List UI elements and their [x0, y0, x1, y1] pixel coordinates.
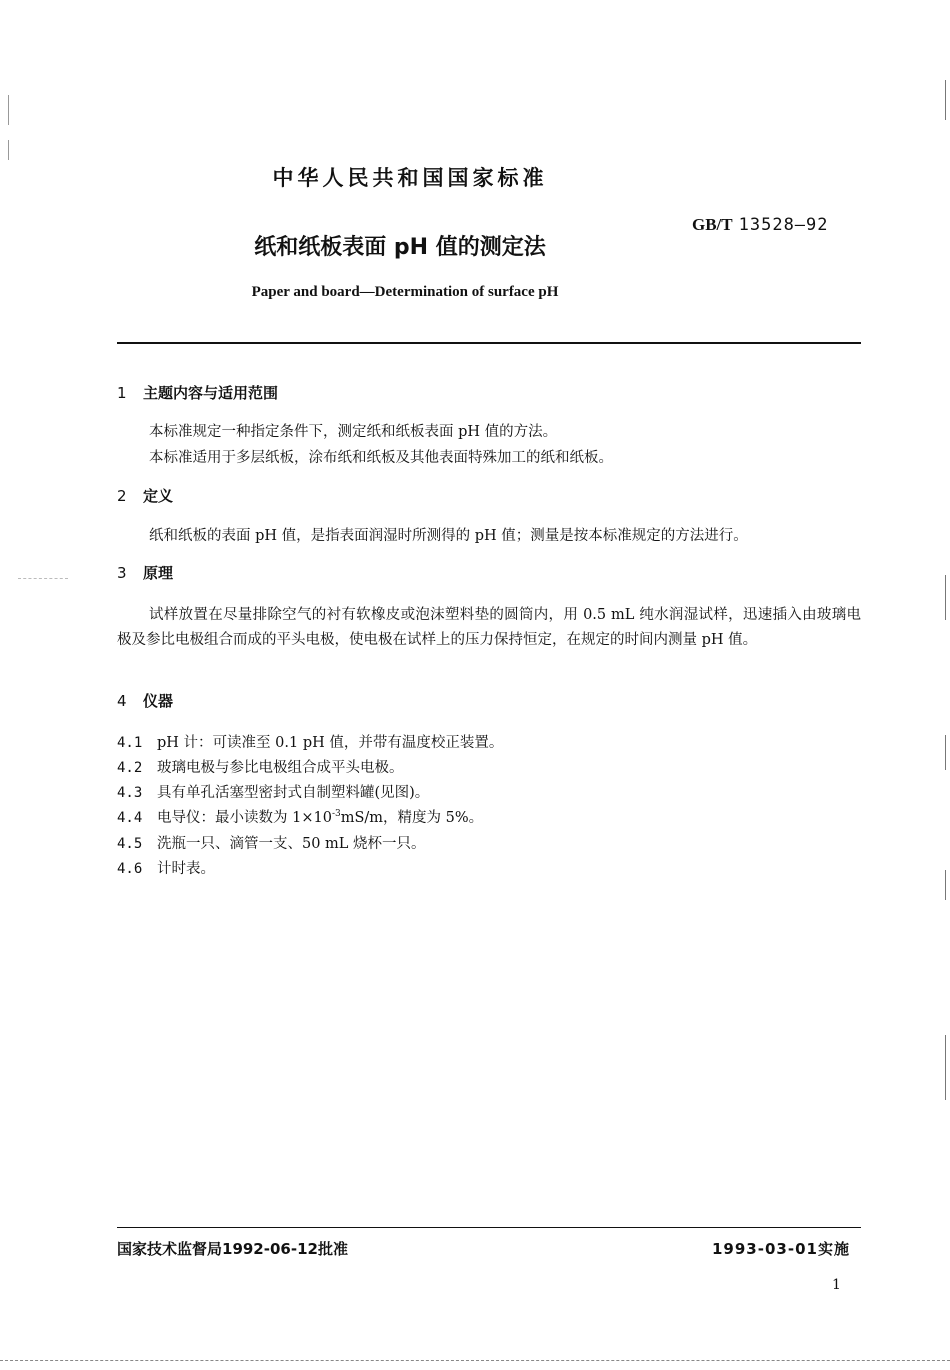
- item-number: 4.1: [117, 735, 143, 751]
- item-text: 洗瓶一只、滴管一支、50 mL 烧杯一只。: [157, 836, 426, 852]
- item-text: 具有单孔活塞型密封式自制塑料罐(见图)。: [157, 785, 430, 801]
- scan-mark: [18, 578, 68, 579]
- section-heading: [117, 382, 278, 403]
- item-number: 4.3: [117, 785, 143, 801]
- item-text: pH 计：可读准至 0.1 pH 值，并带有温度校正装置。: [157, 735, 504, 751]
- item-text-after: mS/m，精度为 5%。: [340, 810, 484, 826]
- scan-mark: [945, 1035, 946, 1100]
- header-divider: [117, 342, 861, 344]
- section-number: 2: [117, 487, 127, 505]
- section-number: 4: [117, 692, 127, 710]
- paragraph: 本标准规定一种指定条件下，测定纸和纸板表面 pH 值的方法。: [149, 424, 558, 440]
- national-standard-heading: 中华人民共和国国家标准: [272, 166, 548, 190]
- approval-note: 国家技术监督局1992-06-12批准: [117, 1240, 348, 1258]
- title-english: Paper and board—Determination of surface pH: [251, 284, 559, 300]
- effective-date: 1993-03-01实施: [712, 1240, 850, 1258]
- page-number: 1: [832, 1277, 841, 1293]
- list-item: [117, 756, 404, 777]
- section-heading: [117, 690, 173, 711]
- scan-mark: [945, 80, 946, 120]
- list-item: [117, 806, 483, 827]
- section-heading: [117, 562, 173, 583]
- item-text: 计时表。: [157, 861, 215, 877]
- paragraph: 本标准适用于多层纸板，涂布纸和纸板及其他表面特殊加工的纸和纸板。: [149, 450, 613, 466]
- item-number: 4.5: [117, 836, 143, 852]
- footer-divider: [117, 1227, 861, 1228]
- paragraph: 试样放置在尽量排除空气的衬有软橡皮或泡沫塑料垫的圆筒内，用 0.5 mL 纯水润湿试样，迅速插入由玻璃电极及参比电极组合而成的平头电极，使电极在试样上的压力保持恒定，在规定的时间内测量 pH 值。: [117, 607, 861, 648]
- standard-prefix: GB/T: [692, 215, 733, 234]
- title-chinese: 纸和纸板表面 pH 值的测定法: [254, 235, 546, 260]
- scan-mark: [8, 95, 9, 125]
- section-number: 3: [117, 564, 127, 582]
- paragraph: 纸和纸板的表面 pH 值，是指表面润湿时所测得的 pH 值；测量是按本标准规定的方法进行。: [149, 528, 748, 544]
- item-number: 4.4: [117, 810, 143, 826]
- list-item: [117, 832, 426, 853]
- item-superscript: -3: [331, 809, 341, 820]
- section-number: 1: [117, 384, 127, 402]
- section-title: 原理: [143, 564, 174, 582]
- item-number: 4.2: [117, 760, 143, 776]
- section-title: 定义: [143, 487, 174, 505]
- item-text: 玻璃电极与参比电极组合成平头电极。: [157, 760, 404, 776]
- list-item: [117, 731, 503, 752]
- scan-mark: [0, 1360, 950, 1361]
- list-item: [117, 857, 215, 878]
- list-item: [117, 781, 429, 802]
- item-text-before: 电导仪：最小读数为 1×10: [157, 810, 332, 826]
- item-number: 4.6: [117, 861, 143, 877]
- section-heading: [117, 485, 173, 506]
- scan-mark: [8, 140, 9, 160]
- section-title: 仪器: [143, 692, 174, 710]
- scan-mark: [945, 575, 946, 620]
- scan-mark: [945, 870, 946, 900]
- standard-code: 13528—92: [738, 215, 829, 235]
- scan-mark: [945, 735, 946, 770]
- section-title: 主题内容与适用范围: [143, 384, 279, 402]
